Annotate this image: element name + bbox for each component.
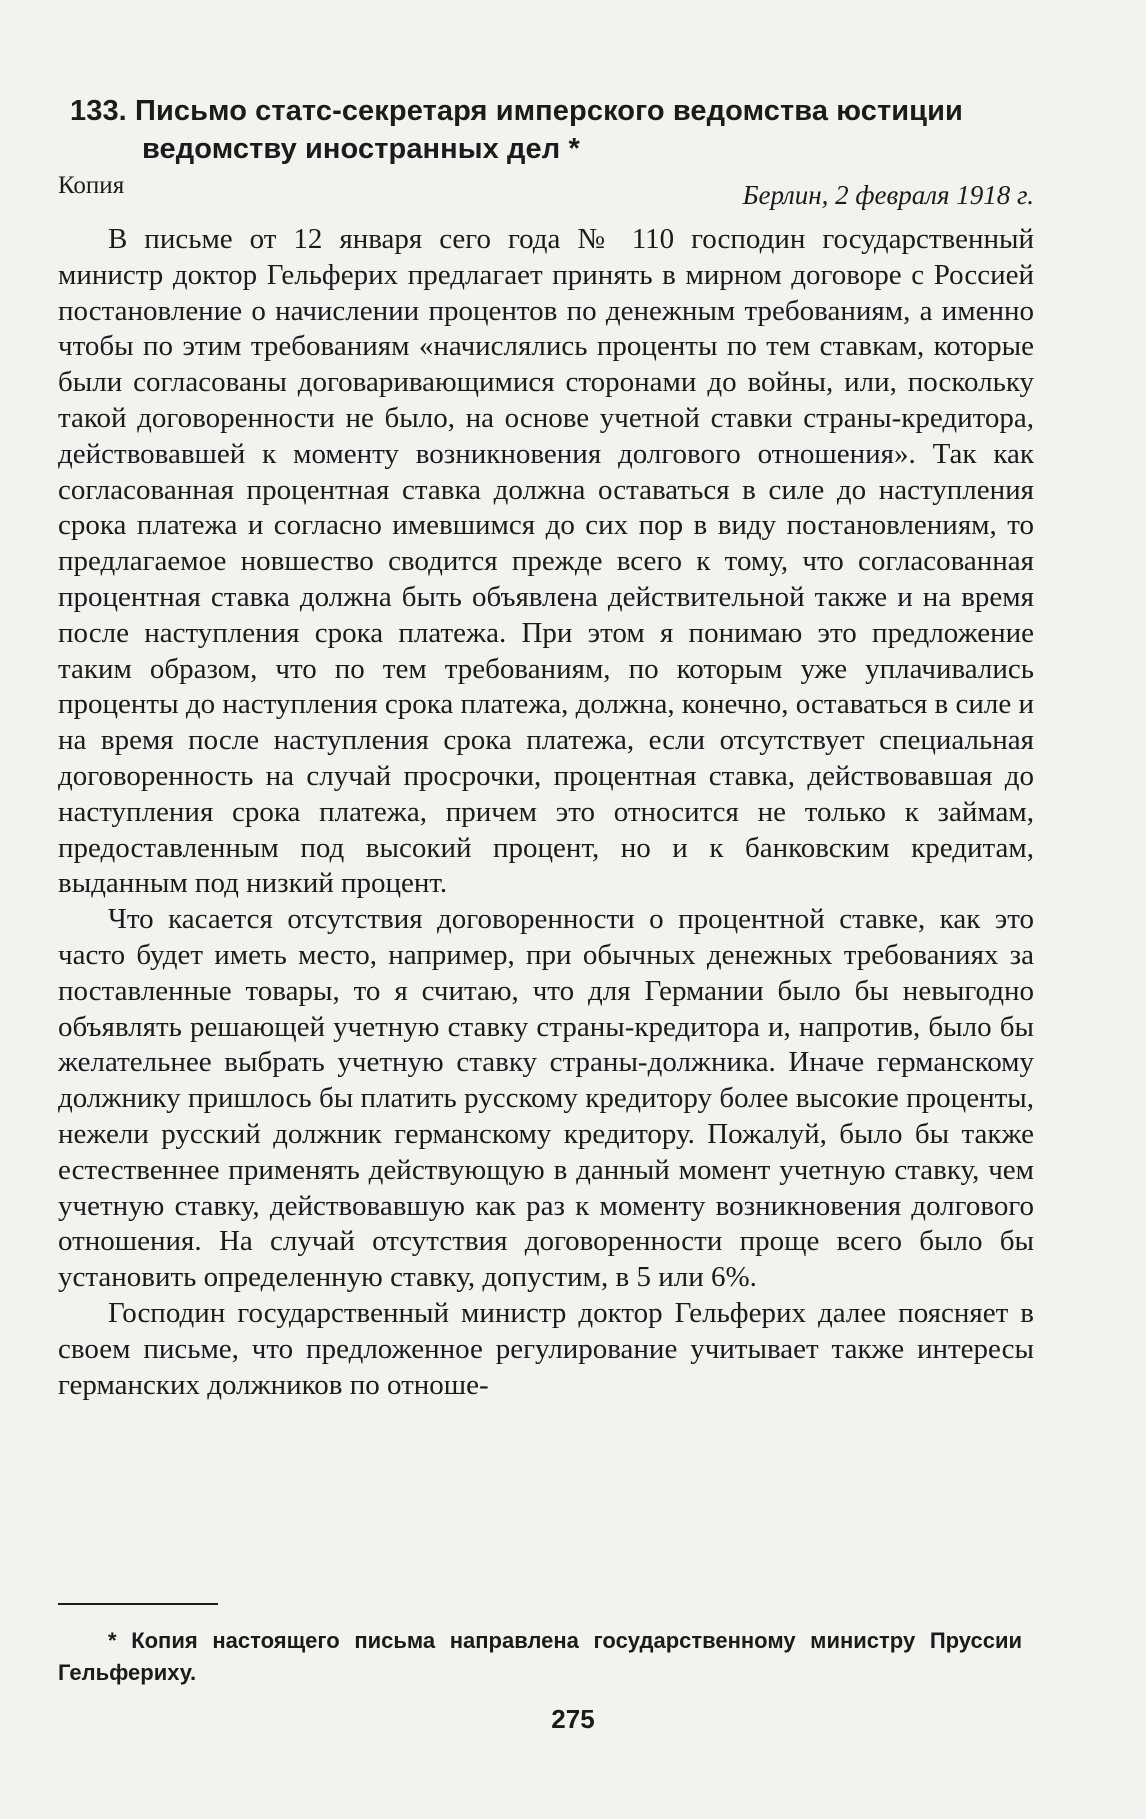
document-heading: 133. Письмо статс-секретаря имперского ведомства юстиции ведомству иностранных дел * <box>70 95 963 165</box>
footnote: * Копия настоящего письма направлена государственному министру Пруссии Гельфериху. <box>58 1628 1022 1685</box>
copy-label: Копия <box>58 172 125 199</box>
place-date: Берлин, 2 февраля 1918 г. <box>742 180 1034 210</box>
page-number: 275 <box>551 1704 595 1734</box>
paragraph: Господин государственный министр доктор Гельферих далее поясняет в своем письме, что предложенное регулирование учитывает также интересы германских должников по отноше- <box>58 1296 1034 1401</box>
document-meta <box>58 172 1034 212</box>
letter-body <box>58 222 1034 1403</box>
footnote-divider <box>58 1603 218 1605</box>
paragraph: Что касается отсутствия договоренности о процентной ставке, как это часто будет иметь место, например, при обычных денежных требованиях за поставленные товары, то я считаю, что для Германии было бы невыгодно объявлять решающей учетную ставку страны-кредитора и, напротив, было бы желательнее выбрать учетную ставку страны-должника. Иначе германскому должнику пришлось бы платить русскому кредитору более высокие проценты, нежели русский должник германскому кредитору. Пожалуй, было бы также естественнее применять действующую в данный момент учетную ставку, чем учетную ставку, действовавшую как раз к моменту возникновения долгового отношения. На случай отсутствия договоренности проще всего было бы установить определенную ставку, допустим, в 5 или 6%. <box>58 903 1034 1294</box>
paragraph: В письме от 12 января сего года № 110 господин государственный министр доктор Гельферих предлагает принять в мирном договоре с Россией постановление о начислении процентов по денежным требованиям, а именно чтобы по этим требованиям «начислялись проценты по тем ставкам, которые были согласованы договаривающимися сторонами до войны, или, поскольку такой договоренности не было, на основе учетной ставки страны-кредитора, действовавшей к моменту возникновения долгового отношения». Так как согласованная процентная ставка должна оставаться в силе до наступления срока платежа и согласно имевшимся до сих пор в виду постановлениям, то предлагаемое новшество сводится прежде всего к тому, что согласованная процентная ставка должна быть объявлена действительной также и на время после наступления срока платежа. При этом я понимаю это предложение таким образом, что по тем требованиям, по которым уже уплачивались проценты до наступления срока платежа, должна, конечно, оставаться в силе и на время после наступления срока платежа, если отсутствует специальная договоренность на случай просрочки, процентная ставка, действовавшая до наступления срока платежа, причем это относится не только к займам, предоставленным под высокий процент, но и к банковским кредитам, выданным под низкий процент. <box>58 223 1034 900</box>
